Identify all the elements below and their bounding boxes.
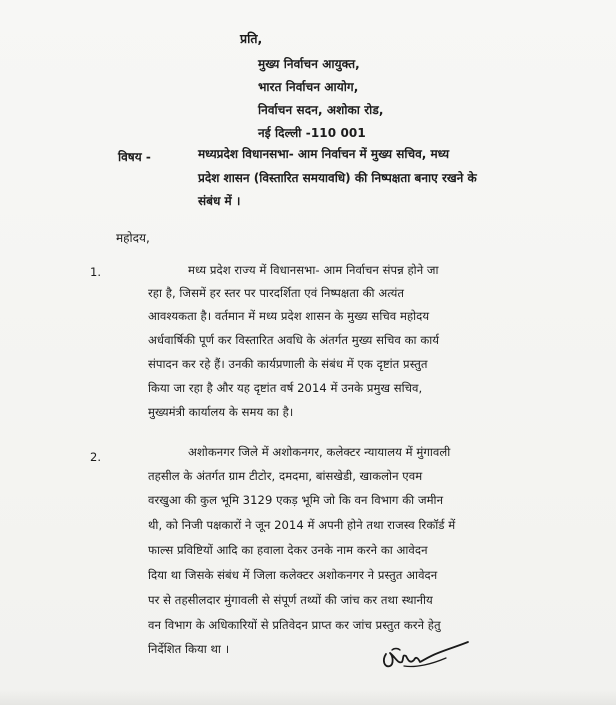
paragraph-1-line-4: अर्धवार्षिकी पूर्ण कर विस्तारित अवधि के अंतर्गत मुख्य सचिव का कार्य (148, 333, 440, 347)
recipient-line-4: नई दिल्ली -110 001 (258, 126, 366, 140)
paragraph-2-line-4: थी, को निजी पक्षकारों ने जून 2014 में अपनी होने तथा राजस्व रिकॉर्ड में (148, 518, 456, 532)
paragraph-2-line-6: दिया था जिसके संबंध में जिला कलेक्टर अशोकनगर ने प्रस्तुत आवेदन (148, 568, 438, 582)
signature-icon (380, 636, 475, 676)
salutation-to: प्रति, (240, 31, 263, 46)
subject-line-2: प्रदेश शासन (विस्तारित समयावधि) की निष्पक्षता बनाए रखने के (198, 170, 477, 185)
paragraph-1-line-5: संपादन कर रहे हैं। उनकी कार्यप्रणाली के संबंध में एक दृष्टांत प्रस्तुत (148, 357, 428, 371)
recipient-line-1: मुख्य निर्वाचन आयुक्त, (258, 57, 360, 71)
paragraph-1-line-6: किया जा रहा है और यह दृष्टांत वर्ष 2014 में उनके प्रमुख सचिव, (148, 381, 423, 395)
page-edge-shadow (0, 689, 616, 705)
paragraph-2-line-2: तहसील के अंतर्गत ग्राम टीटोर, दमदमा, बांसखेडी, खाकलोन एवम (148, 469, 423, 483)
paragraph-1-line-3: आवश्यकता है। वर्तमान में मध्य प्रदेश शासन के मुख्य सचिव महोदय (148, 309, 430, 323)
paragraph-1-line-7: मुख्यमंत्री कार्यालय के समय का है। (148, 405, 294, 419)
paragraph-1-number: 1. (90, 265, 101, 279)
subject-line-1: मध्यप्रदेश विधानसभा- आम निर्वाचन में मुख्य सचिव, मध्य (198, 147, 450, 161)
paragraph-2-line-1: अशोकनगर जिले में अशोकनगर, कलेक्टर न्यायालय में मुंगावली (188, 445, 451, 459)
subject-label: विषय - (118, 150, 151, 164)
paragraph-1-line-2: रहा है, जिसमें हर स्तर पर पारदर्शिता एवं निष्पक्षता की अत्यंत (148, 286, 405, 300)
paragraph-2-number: 2. (90, 450, 101, 464)
salutation: महोदय, (116, 231, 150, 245)
paragraph-2-line-7: पर से तहसीलदार मुंगावली से संपूर्ण तथ्यों की जांच कर तथा स्थानीय (148, 593, 433, 607)
recipient-line-2: भारत निर्वाचन आयोग, (258, 80, 359, 94)
paragraph-2-line-8: वन विभाग के अधिकारियों से प्रतिवेदन प्राप्त कर जांच प्रस्तुत करने हेतु (148, 618, 441, 632)
paragraph-2-line-3: वरखुआ की कुल भूमि 3129 एकड़ भूमि जो कि वन विभाग की जमीन (148, 493, 444, 507)
paragraph-2-line-9: निर्देशित किया था । (148, 642, 230, 656)
paragraph-1-line-1: मध्य प्रदेश राज्य में विधानसभा- आम निर्वाचन संपन्न होने जा (188, 263, 439, 277)
paragraph-2-line-5: फाल्स प्रविष्टियों आदि का हवाला देकर उनके नाम करने का आवेदन (148, 543, 428, 557)
recipient-line-3: निर्वाचन सदन, अशोका रोड, (258, 103, 384, 117)
subject-line-3: संबंध में । (198, 194, 241, 208)
subject-text (198, 143, 528, 214)
